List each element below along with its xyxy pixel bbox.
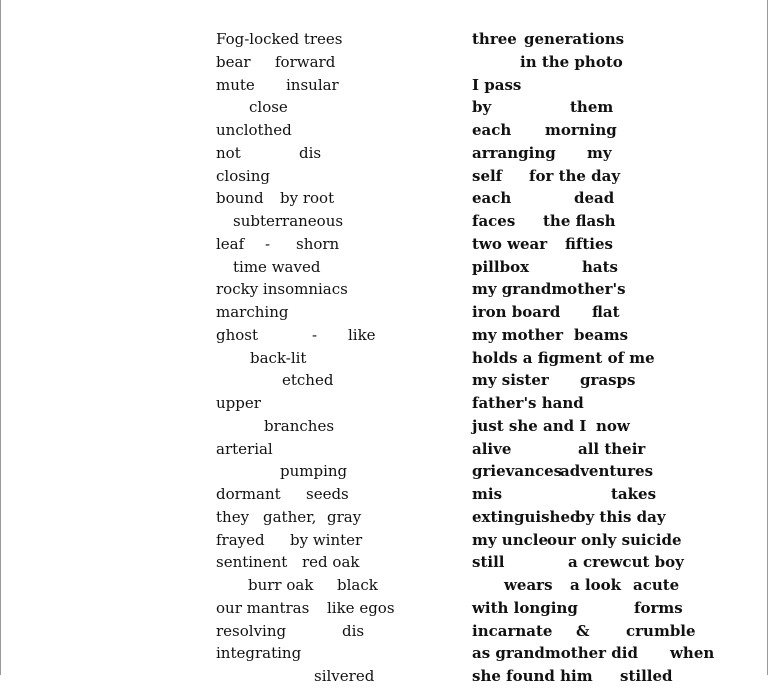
right-line-text: by this day bbox=[575, 507, 666, 526]
right-line-text: alive bbox=[472, 439, 512, 458]
left-line-text: pumping bbox=[280, 462, 348, 481]
left-line-text: closing bbox=[216, 166, 270, 185]
left-line-text: ghost bbox=[216, 325, 259, 344]
right-line-text: holds a figment of me bbox=[472, 348, 655, 367]
left-line-text: like egos bbox=[327, 598, 395, 617]
right-line-text: my mother bbox=[472, 325, 563, 344]
left-line-text: back-lit bbox=[250, 348, 307, 367]
right-line-text: my grandmother's bbox=[472, 280, 626, 299]
right-line-text: just she and I bbox=[472, 416, 587, 435]
right-line-text: my uncle bbox=[472, 530, 548, 549]
right-line-text: by bbox=[472, 98, 492, 117]
left-line-text: etched bbox=[282, 371, 334, 390]
left-line-text: integrating bbox=[216, 644, 302, 663]
right-line-text: dead bbox=[574, 189, 615, 208]
right-line-text: stilled bbox=[620, 667, 673, 685]
left-line-text: time waved bbox=[233, 257, 321, 276]
left-line-text: resolving bbox=[216, 621, 287, 640]
right-line-text: with longing bbox=[472, 598, 578, 617]
left-line-text: marching bbox=[216, 303, 289, 321]
right-line-text: my bbox=[587, 143, 612, 162]
left-line-text: - bbox=[312, 325, 318, 344]
right-line-text: generations bbox=[524, 30, 625, 48]
right-line-text: in the photo bbox=[520, 52, 623, 71]
right-line-text: three bbox=[472, 30, 517, 48]
left-line-text: subterraneous bbox=[233, 212, 344, 230]
page-border-left bbox=[0, 0, 1, 675]
left-line-text: rocky insomniacs bbox=[216, 280, 348, 299]
left-line-text: gray bbox=[327, 507, 362, 526]
right-line-text: grasps bbox=[580, 371, 636, 390]
right-line-text: acute bbox=[633, 576, 680, 594]
left-line-text: like bbox=[348, 325, 376, 344]
right-line-text: takes bbox=[611, 485, 657, 503]
right-line-text: she found him bbox=[472, 667, 593, 685]
right-line-text: forms bbox=[634, 598, 683, 617]
left-line-text: sentinent bbox=[216, 553, 288, 572]
right-line-text: crumble bbox=[626, 621, 696, 640]
right-line-text: self bbox=[472, 166, 503, 185]
left-line-text: silvered bbox=[314, 667, 375, 685]
left-line-text: burr oak bbox=[248, 576, 314, 594]
left-line-text: arterial bbox=[216, 439, 273, 458]
left-line-text: by root bbox=[280, 189, 335, 208]
right-line-text: a crewcut boy bbox=[568, 553, 684, 572]
left-line-text: red oak bbox=[302, 553, 360, 572]
left-line-text: bound bbox=[216, 189, 264, 208]
right-line-text: my sister bbox=[472, 371, 549, 390]
right-line-text: adventures bbox=[560, 462, 654, 481]
right-line-text: I pass bbox=[472, 75, 522, 94]
right-line-text: father's hand bbox=[472, 394, 584, 412]
left-line-text: gather, bbox=[263, 507, 317, 526]
right-line-text: extinguished bbox=[472, 507, 581, 526]
right-line-text: fifties bbox=[565, 234, 613, 253]
left-line-text: upper bbox=[216, 394, 261, 412]
right-line-text: two wear bbox=[472, 234, 548, 253]
left-line-text: dis bbox=[342, 621, 365, 640]
right-line-text: beams bbox=[574, 325, 629, 344]
left-line-text: forward bbox=[275, 52, 336, 71]
right-line-text: each bbox=[472, 121, 512, 139]
left-line-text: Fog-locked trees bbox=[216, 30, 343, 48]
right-line-text: morning bbox=[545, 121, 617, 139]
left-line-text: our mantras bbox=[216, 598, 310, 617]
left-line-text: not bbox=[216, 143, 241, 162]
right-line-text: now bbox=[596, 416, 630, 435]
right-line-text: faces bbox=[472, 212, 516, 230]
right-line-text: & bbox=[576, 621, 590, 640]
left-line-text: branches bbox=[264, 416, 335, 435]
right-line-text: a look bbox=[570, 576, 622, 594]
left-line-text: bear bbox=[216, 52, 251, 71]
right-line-text: incarnate bbox=[472, 621, 553, 640]
left-line-text: seeds bbox=[306, 485, 349, 503]
right-line-text: them bbox=[570, 98, 614, 117]
right-line-text: flat bbox=[592, 303, 620, 321]
right-line-text: the flash bbox=[543, 212, 616, 230]
left-line-text: leaf bbox=[216, 234, 245, 253]
right-line-text: grievances bbox=[472, 462, 563, 481]
right-line-text: for the day bbox=[529, 166, 621, 185]
right-line-text: as grandmother did bbox=[472, 644, 638, 663]
right-line-text: still bbox=[472, 553, 505, 572]
left-line-text: insular bbox=[286, 75, 339, 94]
right-line-text: when bbox=[670, 644, 715, 663]
right-line-text: our only suicide bbox=[547, 530, 682, 549]
right-line-text: each bbox=[472, 189, 512, 208]
left-line-text: frayed bbox=[216, 530, 265, 549]
left-line-text: unclothed bbox=[216, 121, 292, 139]
left-line-text: - bbox=[265, 234, 271, 253]
right-line-text: pillbox bbox=[472, 257, 530, 276]
left-line-text: mute bbox=[216, 75, 255, 94]
right-line-text: iron board bbox=[472, 303, 561, 321]
left-line-text: they bbox=[216, 507, 250, 526]
right-line-text: all their bbox=[578, 439, 646, 458]
left-line-text: black bbox=[337, 576, 378, 594]
left-line-text: by winter bbox=[290, 530, 363, 549]
right-line-text: wears bbox=[504, 576, 553, 594]
left-line-text: dormant bbox=[216, 485, 281, 503]
left-line-text: shorn bbox=[296, 234, 340, 253]
left-line-text: dis bbox=[299, 143, 322, 162]
right-line-text: hats bbox=[582, 257, 618, 276]
right-line-text: mis bbox=[472, 485, 503, 503]
right-line-text: arranging bbox=[472, 143, 556, 162]
left-line-text: close bbox=[249, 98, 288, 117]
